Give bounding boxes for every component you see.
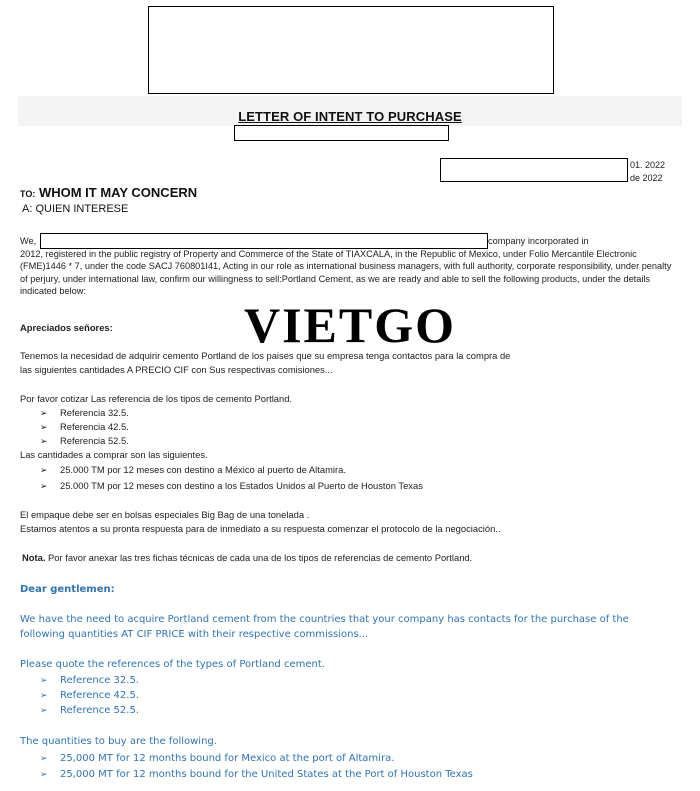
to-recipient: WHOM IT MAY CONCERN (38, 185, 198, 200)
bullet-arrow-icon: ➢ (40, 436, 48, 446)
list-item (40, 464, 346, 476)
list-item (40, 675, 139, 686)
list-item (40, 690, 139, 701)
en-ref-item: Reference 52.5. (60, 705, 139, 716)
es-qty-item: 25.000 TM por 12 meses con destino a los Estados Unidos al Puerto de Houston Texas (60, 480, 423, 491)
en-qty-intro: The quantities to buy are the following. (20, 736, 217, 747)
bullet-arrow-icon: ➢ (40, 676, 48, 686)
list-item (40, 435, 129, 447)
redacted-title-box (234, 125, 449, 141)
bullet-arrow-icon: ➢ (40, 422, 48, 432)
list-item (40, 705, 139, 716)
es-quote: Por favor cotizar Las referencia de los tipos de cemento Portland. (20, 393, 293, 404)
bullet-arrow-icon: ➢ (40, 770, 48, 780)
es-ref-item: Referencia 42.5. (60, 421, 129, 432)
es-ref-item: Referencia 32.5. (60, 407, 129, 418)
es-note-text: Por favor anexar las tres fichas técnicas de cada una de los tipos de referencias de cemento Portland. (45, 552, 473, 563)
bullet-arrow-icon: ➢ (40, 408, 48, 418)
es-qty-item: 25.000 TM por 12 meses con destino a México al puerto de Altamira. (60, 464, 346, 475)
document-title: LETTER OF INTENT TO PURCHASE (238, 109, 462, 124)
es-note (22, 552, 472, 563)
a-line: A: QUIEN INTERESE (22, 203, 129, 215)
en-ref-item: Reference 42.5. (60, 690, 139, 701)
es-wait: Estamos atentos a su pronta respuesta para de inmediato a su respuesta comenzar el protocolo de la negociación.. (20, 523, 501, 534)
list-item (40, 753, 394, 764)
en-quote: Please quote the references of the types of Portland cement. (20, 659, 325, 670)
list-item (40, 769, 473, 780)
en-qty-item: 25,000 MT for 12 months bound for the United States at the Port of Houston Texas (60, 769, 473, 780)
bullet-arrow-icon: ➢ (40, 481, 48, 491)
bullet-arrow-icon: ➢ (40, 754, 48, 764)
en-greeting: Dear gentlemen: (20, 584, 115, 595)
en-qty-item: 25,000 MT for 12 months bound for Mexico at the port of Altamira. (60, 753, 395, 764)
watermark: VIETGO (243, 297, 457, 353)
list-item (40, 407, 129, 419)
es-qty-intro: Las cantidades a comprar son las siguientes. (20, 449, 208, 460)
bullet-arrow-icon: ➢ (40, 465, 48, 475)
es-need-line-2: las siguientes cantidades A PRECIO CIF con Sus respectivas comisiones... (20, 364, 333, 375)
date-line-1: 01. 2022 (630, 160, 666, 170)
es-greeting: Apreciados señores: (20, 322, 113, 333)
es-ref-item: Referencia 52.5. (60, 435, 129, 446)
bullet-arrow-icon: ➢ (40, 691, 48, 701)
list-item (40, 480, 423, 492)
en-need-line-1: We have the need to acquire Portland cement from the countries that your company has contacts for the purchase of the (20, 614, 629, 625)
to-label: TO: (20, 189, 36, 199)
intro-we: We, (20, 236, 37, 246)
en-need-line-2: following quantities AT CIF PRICE with their respective commissions... (20, 629, 369, 640)
en-ref-item: Reference 32.5. (60, 675, 139, 686)
es-note-label: Nota. (22, 552, 46, 563)
redacted-company-box (40, 233, 488, 249)
es-pack: El empaque debe ser en bolsas especiales Big Bag de una tonelada . (20, 509, 310, 520)
bullet-arrow-icon: ➢ (40, 706, 48, 716)
intro-paragraph: 2012, registered in the public registry of Property and Commerce of the State of TIAXCALA, in the Republic of Mexico, under Folio Mercantile Electronic (FME)1446 * 7, under the code SACJ 760801I41, Acting in our role as international business managers, with full authority, corporate responsibility, under penalty of perjury, under international law, confirm our willingness to sell:Portland Cement, as we are ready and able to sell the following products, under the details indicated below: (20, 249, 672, 297)
intro-company: company incorporated in (488, 236, 589, 246)
list-item (40, 421, 129, 433)
redacted-date-box (440, 158, 628, 182)
es-need-line-1: Tenemos la necesidad de adquirir cemento Portland de los paises que su empresa tenga contactos para la compra de (20, 350, 511, 361)
date-line-2: de 2022 (630, 173, 663, 183)
to-line (20, 185, 197, 200)
redacted-header-box (148, 6, 554, 94)
